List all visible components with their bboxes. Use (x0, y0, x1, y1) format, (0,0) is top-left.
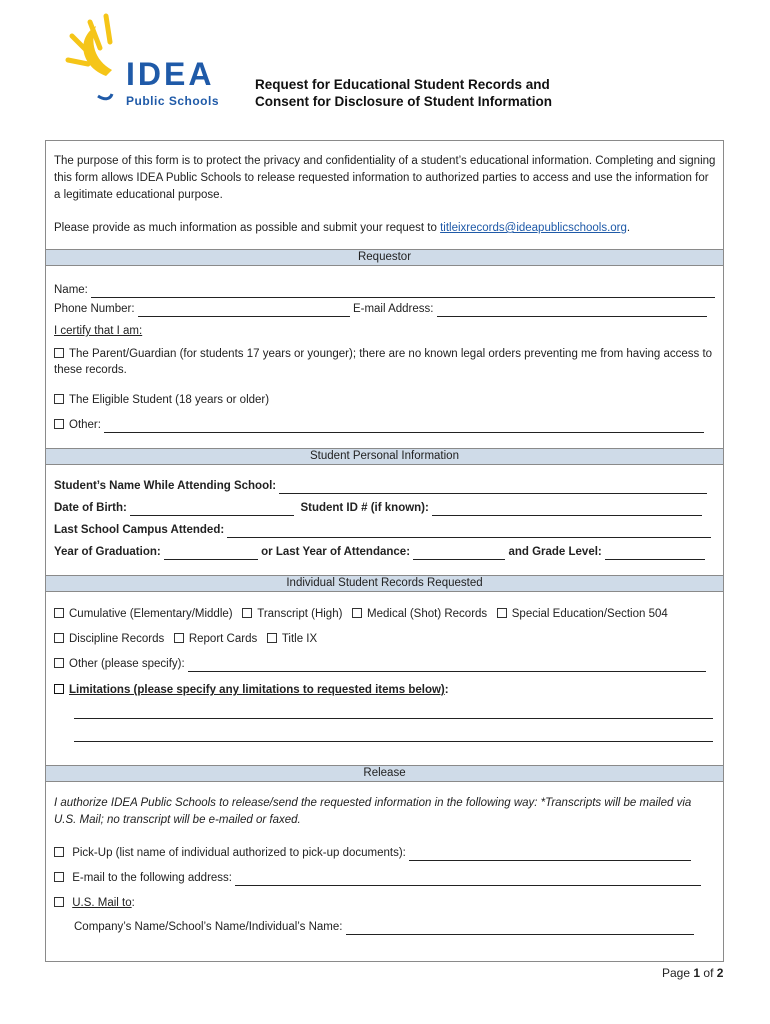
student-id-label: Student ID # (if known): (300, 502, 429, 514)
records-row-1 (54, 606, 668, 622)
of-word: of (703, 966, 714, 980)
idea-logo (60, 8, 250, 120)
eligible-checkbox[interactable] (54, 394, 64, 404)
title-line-1: Request for Educational Student Records and (255, 77, 550, 92)
email-label: E-mail Address: (352, 303, 434, 315)
campus-row (54, 522, 711, 538)
records-other-row (54, 656, 706, 672)
company-row (74, 919, 694, 935)
limitations-checkbox[interactable] (54, 684, 64, 694)
logo-brand: IDEA (126, 56, 215, 92)
company-label: Company’s Name/School’s Name/Individual’s Name: (74, 921, 343, 933)
limitations-line-2[interactable] (74, 741, 713, 742)
option-parent-row (54, 346, 714, 378)
email-release-row (54, 870, 701, 886)
pickup-row (54, 845, 691, 861)
option-eligible-row (54, 392, 269, 408)
transcript-label: Transcript (High) (257, 608, 343, 620)
mail-checkbox[interactable] (54, 897, 64, 907)
limitations-colon: : (444, 684, 449, 696)
special-ed-checkbox[interactable] (497, 608, 507, 618)
mail-colon: : (131, 897, 135, 909)
discipline-checkbox[interactable] (54, 633, 64, 643)
records-other-label: Other (please specify): (69, 658, 185, 670)
certify-label: I certify that I am: (54, 325, 143, 337)
option-parent-label: The Parent/Guardian (for students 17 years or younger); there are no known legal orders preventing me from having access to these records. (54, 348, 713, 376)
requestor-name-label: Name: (54, 284, 88, 296)
other-checkbox[interactable] (54, 419, 64, 429)
email-release-label: E-mail to the following address: (72, 872, 233, 884)
company-field[interactable] (346, 923, 694, 935)
attendance-label: or Last Year of Attendance: (261, 546, 411, 558)
section-release-header: Release (46, 765, 723, 782)
records-email-link[interactable]: titleixrecords@ideapublicschools.org (440, 222, 627, 234)
pickup-checkbox[interactable] (54, 847, 64, 857)
section-student-header: Student Personal Information (46, 448, 723, 465)
other-field[interactable] (104, 421, 704, 433)
transcript-checkbox[interactable] (242, 608, 252, 618)
section-records-header: Individual Student Records Requested (46, 575, 723, 592)
report-cards-label: Report Cards (188, 633, 258, 645)
phone-field[interactable] (138, 305, 350, 317)
records-other-checkbox[interactable] (54, 658, 64, 668)
graduation-label: Year of Graduation: (54, 546, 161, 558)
student-id-field[interactable] (432, 504, 702, 516)
limitations-line-1[interactable] (74, 718, 713, 719)
student-name-row (54, 478, 707, 494)
email-release-checkbox[interactable] (54, 872, 64, 882)
medical-label: Medical (Shot) Records (367, 608, 488, 620)
dob-field[interactable] (130, 504, 294, 516)
request-form (45, 140, 724, 962)
submit-instructions (54, 220, 630, 236)
pickup-label: Pick-Up (list name of individual authorized to pick-up documents): (72, 847, 406, 859)
option-other-label: Other: (69, 419, 101, 431)
grade-label: and Grade Level: (508, 546, 602, 558)
phone-label: Phone Number: (54, 303, 135, 315)
special-ed-label: Special Education/Section 504 (511, 608, 668, 620)
student-name-field[interactable] (279, 482, 707, 494)
release-authorization: I authorize IDEA Public Schools to release/send the requested information in the following way: *Transcripts will be mailed via U.S. Mail; no transcript will be e-mailed or faxed. (54, 797, 692, 826)
title-ix-checkbox[interactable] (267, 633, 277, 643)
requestor-contact-row (54, 301, 707, 317)
records-row-2 (54, 631, 317, 647)
cumulative-checkbox[interactable] (54, 608, 64, 618)
title-ix-label: Title IX (281, 633, 318, 645)
option-other-row (54, 417, 704, 433)
campus-field[interactable] (227, 526, 711, 538)
logo-subtitle: Public Schools (126, 94, 220, 108)
medical-checkbox[interactable] (352, 608, 362, 618)
mail-row (54, 895, 135, 911)
discipline-label: Discipline Records (69, 633, 165, 645)
option-eligible-label: The Eligible Student (18 years or older) (69, 394, 270, 406)
section-requestor-header: Requestor (46, 249, 723, 266)
submit-prefix: Please provide as much information as possible and submit your request to (54, 222, 441, 234)
report-cards-checkbox[interactable] (174, 633, 184, 643)
student-name-label: Student’s Name While Attending School: (54, 480, 277, 492)
page-number (662, 966, 723, 980)
campus-label: Last School Campus Attended: (54, 524, 225, 536)
requestor-name-row (54, 282, 715, 298)
records-other-field[interactable] (188, 660, 706, 672)
attendance-field[interactable] (413, 548, 505, 560)
limitations-row (54, 682, 449, 698)
email-field[interactable] (437, 305, 707, 317)
title-line-2: Consent for Disclosure of Student Information (255, 94, 553, 109)
mail-label: U.S. Mail to (72, 897, 132, 909)
requestor-name-field[interactable] (91, 286, 715, 298)
graduation-field[interactable] (164, 548, 258, 560)
parent-checkbox[interactable] (54, 348, 64, 358)
cumulative-label: Cumulative (Elementary/Middle) (69, 608, 233, 620)
dob-id-row (54, 500, 702, 516)
grade-field[interactable] (605, 548, 705, 560)
email-release-field[interactable] (235, 874, 701, 886)
limitations-label: Limitations (please specify any limitations to requested items below) (69, 684, 445, 696)
pickup-field[interactable] (409, 849, 691, 861)
submit-suffix: . (626, 222, 631, 234)
page-word: Page (662, 966, 691, 980)
page-title (255, 76, 552, 110)
page-current: 1 (693, 966, 701, 980)
graduation-row (54, 544, 705, 560)
dob-label: Date of Birth: (54, 502, 127, 514)
page-total: 2 (716, 966, 724, 980)
intro-paragraph: The purpose of this form is to protect the privacy and confidentiality of a student’s educational information. Completing and signing this form allows IDEA Public Schools to release requested information to authorized parties to access and use the information for a legitimate educational purpose. (54, 155, 716, 201)
